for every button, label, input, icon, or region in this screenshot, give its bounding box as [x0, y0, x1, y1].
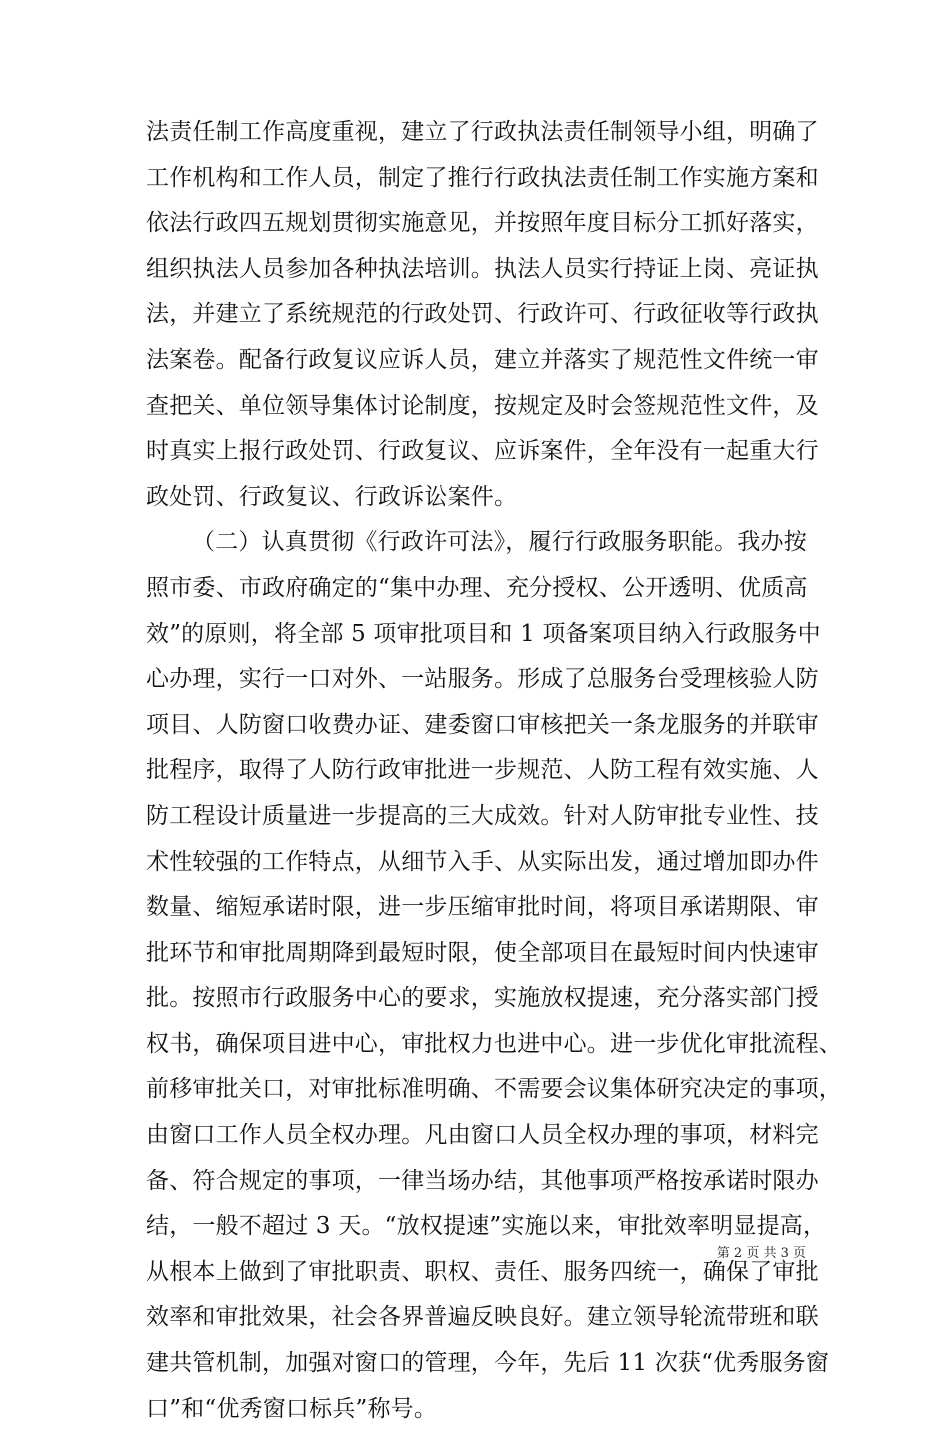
text-line: 心办理，实行一口对外、一站服务。形成了总服务台受理核验人防 [146, 666, 819, 693]
text-line: 法案卷。配备行政复议应诉人员，建立并落实了规范性文件统一审 [146, 346, 819, 373]
text-line: 法，并建立了系统规范的行政处罚、行政许可、行政征收等行政执 [146, 301, 819, 328]
text-line: 由窗口工作人员全权办理。凡由窗口人员全权办理的事项，材料完 [146, 1122, 819, 1149]
text-line: 政处罚、行政复议、行政诉讼案件。 [146, 483, 518, 510]
section-heading-line: （二）认真贯彻《行政许可法》，履行行政服务职能。我办按 [192, 529, 807, 556]
text-line: 从根本上做到了审批职责、职权、责任、服务四统一，确保了审批 [146, 1258, 819, 1285]
text-line: 数量、缩短承诺时限，进一步压缩审批时间，将项目承诺期限、审 [146, 894, 819, 921]
text-line: 项目、人防窗口收费办证、建委窗口审核把关一条龙服务的并联审 [146, 711, 819, 738]
text-line: 术性较强的工作特点，从细节入手、从实际出发，通过增加即办件 [146, 848, 819, 875]
text-line: 结，一般不超过 3 天。“放权提速”实施以来，审批效率明显提高， [146, 1213, 827, 1240]
text-line: 口”和“优秀窗口标兵”称号。 [146, 1395, 438, 1422]
text-line: 批程序，取得了人防行政审批进一步规范、人防工程有效实施、人 [146, 757, 819, 784]
text-line: 前移审批关口，对审批标准明确、不需要会议集体研究决定的事项， [146, 1076, 842, 1103]
text-line: 时真实上报行政处罚、行政复议、应诉案件，全年没有一起重大行 [146, 438, 819, 465]
text-line: 建共管机制，加强对窗口的管理，今年，先后 11 次获“优秀服务窗 [146, 1350, 830, 1377]
document-body [146, 110, 842, 1432]
text-line: 依法行政四五规划贯彻实施意见，并按照年度目标分工抓好落实， [146, 210, 819, 237]
text-line: 备、符合规定的事项，一律当场办结，其他事项严格按承诺时限办 [146, 1167, 819, 1194]
text-line: 法责任制工作高度重视，建立了行政执法责任制领导小组，明确了 [146, 119, 819, 145]
text-line: 工作机构和工作人员，制定了推行行政执法责任制工作实施方案和 [146, 164, 819, 191]
text-line: 照市委、市政府确定的“集中办理、充分授权、公开透明、优质高 [146, 574, 808, 601]
text-line: 批。按照市行政服务中心的要求，实施放权提速，充分落实部门授 [146, 985, 819, 1012]
text-line: 效”的原则，将全部 5 项审批项目和 1 项备案项目纳入行政服务中 [146, 620, 821, 647]
page-number: 第 2 页 共 3 页 [716, 1246, 806, 1261]
text-line: 权书，确保项目进中心，审批权力也进中心。进一步优化审批流程、 [146, 1030, 842, 1057]
text-line: 效率和审批效果，社会各界普遍反映良好。建立领导轮流带班和联 [146, 1304, 819, 1331]
text-line: 防工程设计质量进一步提高的三大成效。针对人防审批专业性、技 [146, 802, 819, 829]
text-line: 组织执法人员参加各种执法培训。执法人员实行持证上岗、亮证执 [146, 255, 819, 282]
text-line: 批环节和审批周期降到最短时限，使全部项目在最短时间内快速审 [146, 939, 819, 966]
text-line: 查把关、单位领导集体讨论制度，按规定及时会签规范性文件，及 [146, 392, 819, 419]
